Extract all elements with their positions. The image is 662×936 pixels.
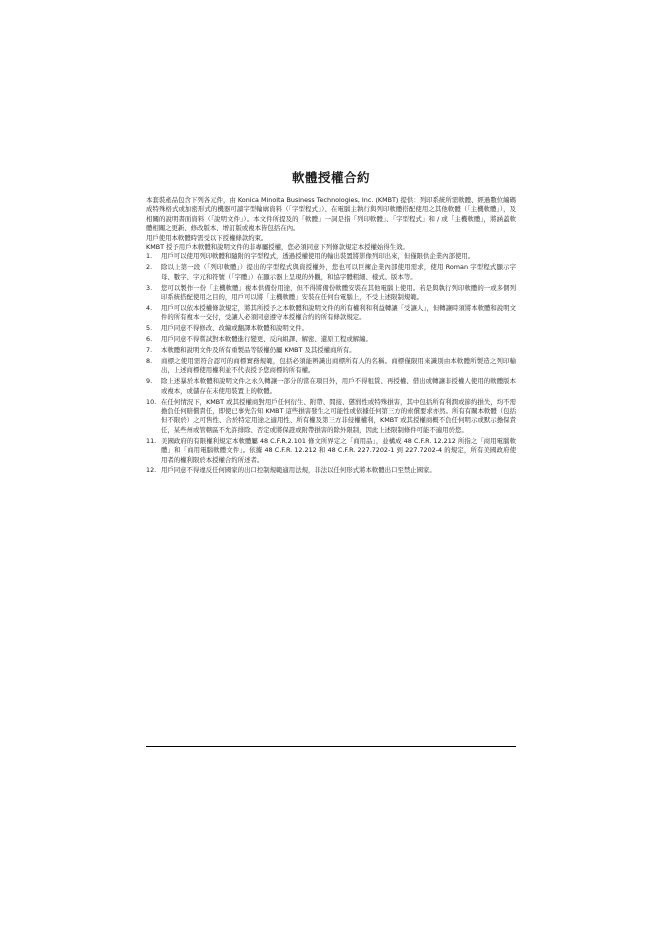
term-item: [146, 263, 516, 282]
term-text: 商標之使用需符合認可的商標實務規範，包括必須能辨識出商標所有人的名稱。商標僅限用來識別由本軟體所製造之列印輸出，上述商標使用權利並不代表授予您商標的所有權。: [161, 357, 516, 375]
term-number: 6.: [146, 335, 153, 344]
term-number: 3.: [146, 283, 153, 292]
term-item: [146, 398, 516, 436]
term-text: 用戶同意不得嘗試對本軟體進行變更、反向組譯、解密、還原工程或解編。: [161, 335, 372, 344]
term-number: 9.: [146, 377, 153, 386]
term-text: 用戶同意不得修改、改編或翻譯本軟體和說明文件。: [161, 324, 308, 333]
terms-list: [146, 252, 516, 475]
intro-paragraph: 用戶使用本軟體時需受以下授權條款約束。: [146, 233, 268, 242]
term-text: 用戶可以使用列印軟體和隨附的字型程式，透過授權使用的輸出裝置將影像列印出來，但僅限供企業內部使用。: [161, 252, 475, 261]
term-item: [146, 252, 516, 261]
term-item: [146, 377, 516, 396]
term-text: 除上述暴於本軟體和說明文件之永久轉讓一部分的當在項目外，用戶不得租賃、再授權、借出或轉讓非授權人使用的軟體版本或複本，或儲存在未使用裝置上的軟體。: [161, 377, 516, 395]
term-item: [146, 304, 516, 323]
term-text: 除以上第一段（「列印軟體」）提出的字型程式與資授權外，您也可以巨擁企業內部使用需求，使用 Roman 字型程式顯示字母、數字、字元和符號（「字體」）在顯示器上呈現的外觀，和協字體粗細、樣式、版本等。: [161, 263, 516, 281]
term-text: 用戶同意不得違反任何國家的出口控制規範適用法規，非法以任何形式將本軟體出口至禁止國家。: [161, 466, 436, 475]
term-text: 本軟體和說明文件及所有重製品等版權仍屬 KMBT 及其授權商所有。: [161, 346, 356, 355]
footer-divider: [146, 746, 516, 747]
term-text: 美國政府的有限權利規定本軟體屬 48 C.F.R.2.101 條文所界定之「商用品」，並構成 48 C.F.R. 12.212 所指之「商用電腦軟體」和「商用電腦軟體文件」。依據 48 C.F.R. 12.212 和 48 C.F.R. 227.7202-1 到 227.7202-4 的規定，所有美國政府使用者的權利限於本授權合約所述者。: [161, 436, 516, 464]
term-item: [146, 357, 516, 376]
term-item: [146, 284, 516, 303]
term-number: 5.: [146, 324, 153, 333]
intro-paragraph: KMBT 授予用戶本軟體和說明文件的非專屬授權，您必須同意下列條款規定本授權始得生效。: [146, 243, 409, 252]
term-number: 10.: [146, 397, 157, 406]
term-item: [146, 466, 516, 475]
term-number: 8.: [146, 357, 153, 365]
license-document: [146, 168, 516, 477]
term-item: [146, 346, 516, 355]
term-item: [146, 335, 516, 344]
term-number: 12.: [146, 466, 157, 475]
intro-paragraph: 本套裝產品包含下列各元件，由 Konica Minolta Business Technologies, Inc. (KMBT) 提供：列印系統所需軟體、經過數位編碼成特殊格式或加密形式的機器可讀字型輪廓資料（「字型程式」）、在電腦主執行與列印軟體搭配使用之其他軟體（「主機軟體」），及相關的說明書面資料（「說明文件」）。本文件所提及的「軟體」一詞是指「列印軟體」、「字型程式」和 / 或「主機軟體」，將涵蓋軟體相關之更新、修改版本、增訂版或複本皆包括在內。: [146, 196, 516, 233]
term-text: 您可以製作一份「主機軟體」複本供備份用途，但不得將備份軟體安裝在其他電腦上使用。若是與執行列印軟體的一或多個列印系統搭配使用之目的，用戶可以將「主機軟體」安裝在任何台電腦上，不受上述限制規範。: [161, 283, 516, 302]
term-number: 1.: [146, 252, 153, 261]
term-item: [146, 437, 516, 465]
term-text: 用戶可以依本授權條款規定，將其所授予之本軟體和說明文件的所有權利和利益轉讓「受讓人」，但轉讓時須將本軟體和說明文件的所有複本一交付，受讓人必須同意遵守本授權合約的所有條款規定。: [161, 303, 516, 322]
term-number: 11.: [146, 436, 157, 445]
term-number: 4.: [146, 303, 153, 312]
term-item: [146, 324, 516, 333]
document-title: 軟體授權合約: [291, 170, 370, 185]
term-number: 7.: [146, 346, 153, 355]
term-text: 在任何情況下，KMBT 或其授權商對用戶任何衍生、附帶、間接、懲罰性或特殊損害，其中包括所有利潤或節約損失，均不需擔負任何賠償責任，即使已事先告知 KMBT 這些損害發生之可能性或依據任何第三方的索償要求亦然。所有有關本軟體（包括但不限於）之可售性、合於特定用途之適用性、所有權及第三方非侵權權利，KMBT 或其授權商概不負任何明示或默示擔保責任，某些州或管轄區不允許排除、否定或將保證或附帶損害的除外限制，因此上述限制條件可能不適用於您。: [161, 397, 516, 434]
term-number: 2.: [146, 263, 153, 272]
